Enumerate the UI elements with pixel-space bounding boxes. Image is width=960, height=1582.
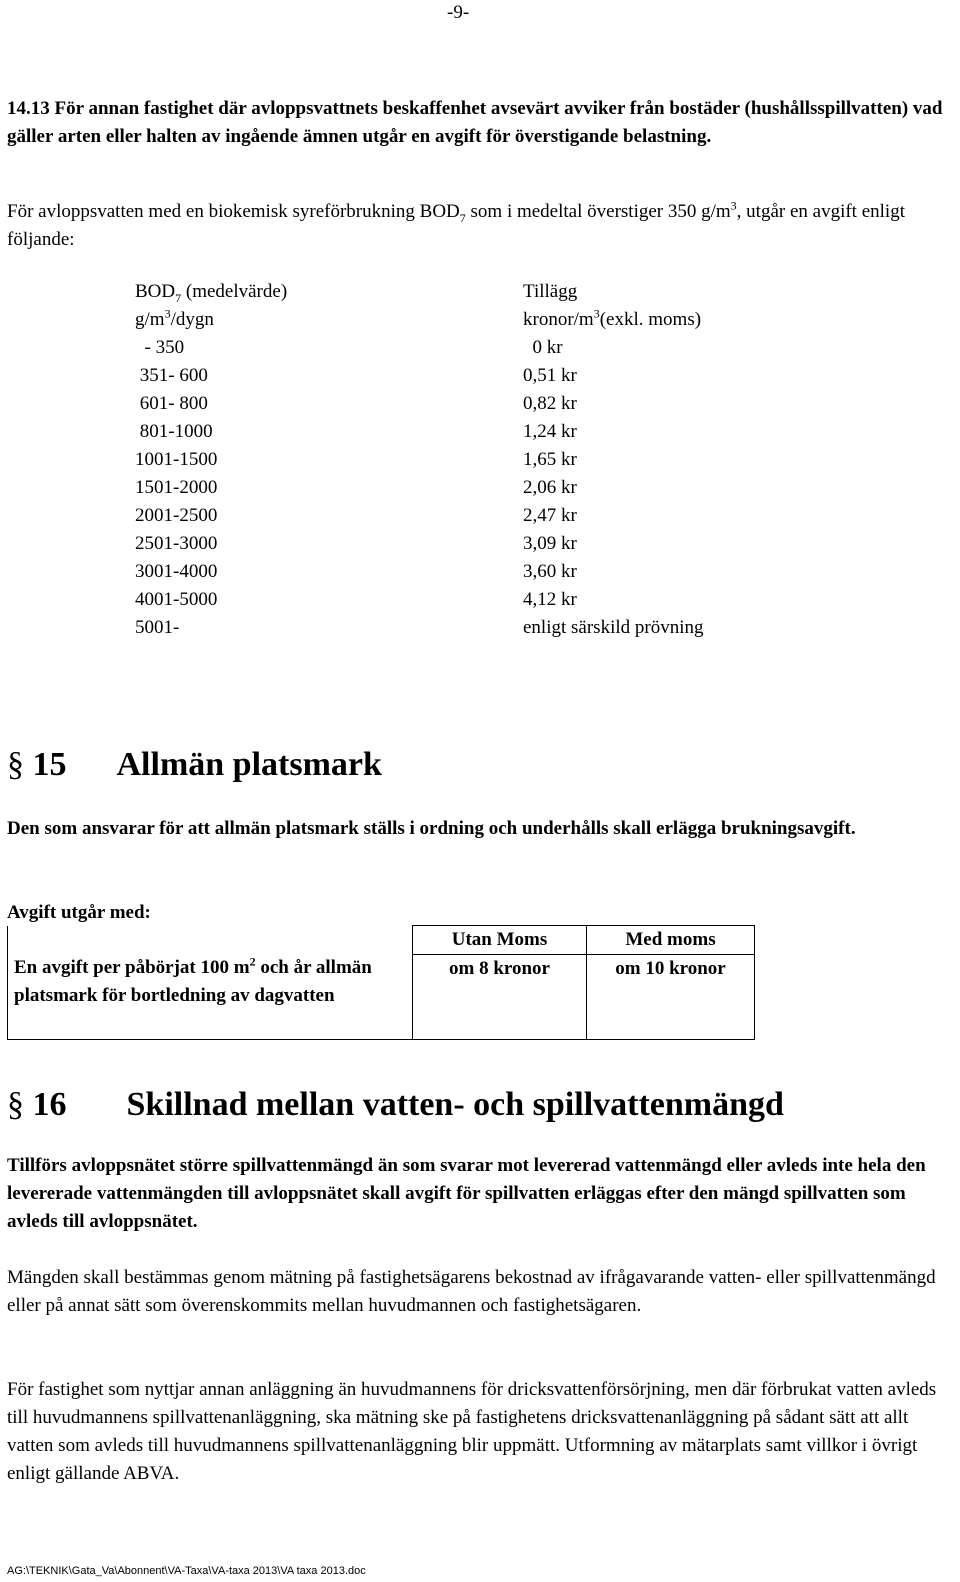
section-15-heading: § 15 Allmän platsmark	[7, 746, 382, 783]
section-16-paragraph-2: Mängden skall bestämmas genom mätning på fastighetsägarens bekostnad av ifrågavarande vatten- eller spillvattenmängd eller på annat sätt som överenskommits mellan huvudmannen och fastighetsägaren.	[7, 1267, 936, 1316]
bod-range: 1001-1500	[135, 449, 218, 470]
bod-fee: 0,82 kr	[523, 393, 577, 414]
bod-range: 4001-5000	[135, 589, 218, 610]
bod-range: 5001-	[135, 617, 180, 638]
bod-fee: 1,65 kr	[523, 449, 577, 470]
bod-fee: 3,09 kr	[523, 533, 577, 554]
platsmark-fee-table	[7, 925, 755, 1040]
bod-col1-unit: $g/m^3$/dygn	[135, 306, 214, 330]
bod-range: 1501-2000	[135, 477, 218, 498]
bod-range: 801-1000	[135, 421, 213, 442]
bod-fee: 0,51 kr	[523, 365, 577, 386]
bod-col1-header: $BOD_7$ (medelvärde)	[135, 281, 288, 305]
paragraph-symbol-icon: §	[7, 746, 24, 783]
section-14-13-intro: 14.13 För annan fastighet där avloppsvattnets beskaffenhet avsevärt avviker från bostäder (hushållsspillvatten) vad gäller arten eller halten av ingående ämnen utgår en avgift för överstigande belastning.	[7, 98, 943, 147]
fee-excl-vat-value: om 8 kronor	[413, 955, 587, 1040]
footer-file-path: AG:\TEKNIK\Gata_Va\Abonnent\VA-Taxa\VA-taxa 2013\VA taxa 2013.doc	[7, 1565, 366, 1577]
bod-fee: 1,24 kr	[523, 421, 577, 442]
bod-range: - 350	[135, 337, 185, 358]
bod-fee: 3,60 kr	[523, 561, 577, 582]
page-number: -9-	[447, 2, 470, 23]
fee-incl-vat-value: om 10 kronor	[587, 955, 755, 1040]
bod-fee: 2,06 kr	[523, 477, 577, 498]
bod-col2-unit: kronor/$m^3(exkl$. moms)	[523, 306, 702, 330]
bod-range: 351- 600	[135, 365, 208, 386]
bod-range: 2501-3000	[135, 533, 218, 554]
paragraph-symbol-icon: §	[7, 1086, 24, 1123]
section-16-paragraph-3: För fastighet som nyttjar annan anläggning än huvudmannens för dricksvattenförsörjning, men där förbrukat vatten avleds till huvudmannens spillvattenanläggning, ska mätning ske på fastighetens dricksvattenanläggning på sådant sätt att allt vatten som avleds till huvudmannens spillvattenanläggning blir uppmätt. Utformning av mätarplats samt villkor i övrigt enligt gällande ABVA.	[7, 1379, 937, 1484]
section-16-heading: § 16 Skillnad mellan vatten- och spillvattenmängd	[7, 1086, 784, 1123]
bod-range: 2001-2500	[135, 505, 218, 526]
bod-range: 3001-4000	[135, 561, 218, 582]
bod-fee: 2,47 kr	[523, 505, 577, 526]
bod-fee: enligt särskild prövning	[523, 617, 704, 638]
bod-col2-header: Tillägg	[523, 281, 578, 302]
section-15-text: Den som ansvarar för att allmän platsmark ställs i ordning och underhålls skall erlägga brukningsavgift.	[7, 818, 856, 839]
col-incl-vat-header: Med moms	[587, 926, 755, 955]
bod-fee: 0 kr	[523, 337, 563, 358]
fee-description-cell: En avgift per påbörjat 100 $m^2$ och år allmän platsmark för bortledning av dagvatten	[8, 926, 413, 1040]
fee-label: Avgift utgår med:	[7, 902, 151, 923]
bod-range: 601- 800	[135, 393, 208, 414]
bod-intro-text: För avloppsvatten med en biokemisk syreförbrukning $BOD_7$ som i medeltal överstiger 350 $g/m^3$, utgår en avgift enligt följande:	[7, 198, 905, 250]
bod-fee: 4,12 kr	[523, 589, 577, 610]
col-excl-vat-header: Utan Moms	[413, 926, 587, 955]
section-16-bold-paragraph: Tillförs avloppsnätet större spillvattenmängd än som svarar mot levererad vattenmängd eller avleds inte hela den levererade vattenmängden till avloppsnätet skall avgift för spillvatten erläggas efter den mängd spillvatten som avleds till avloppsnätet.	[7, 1155, 926, 1232]
